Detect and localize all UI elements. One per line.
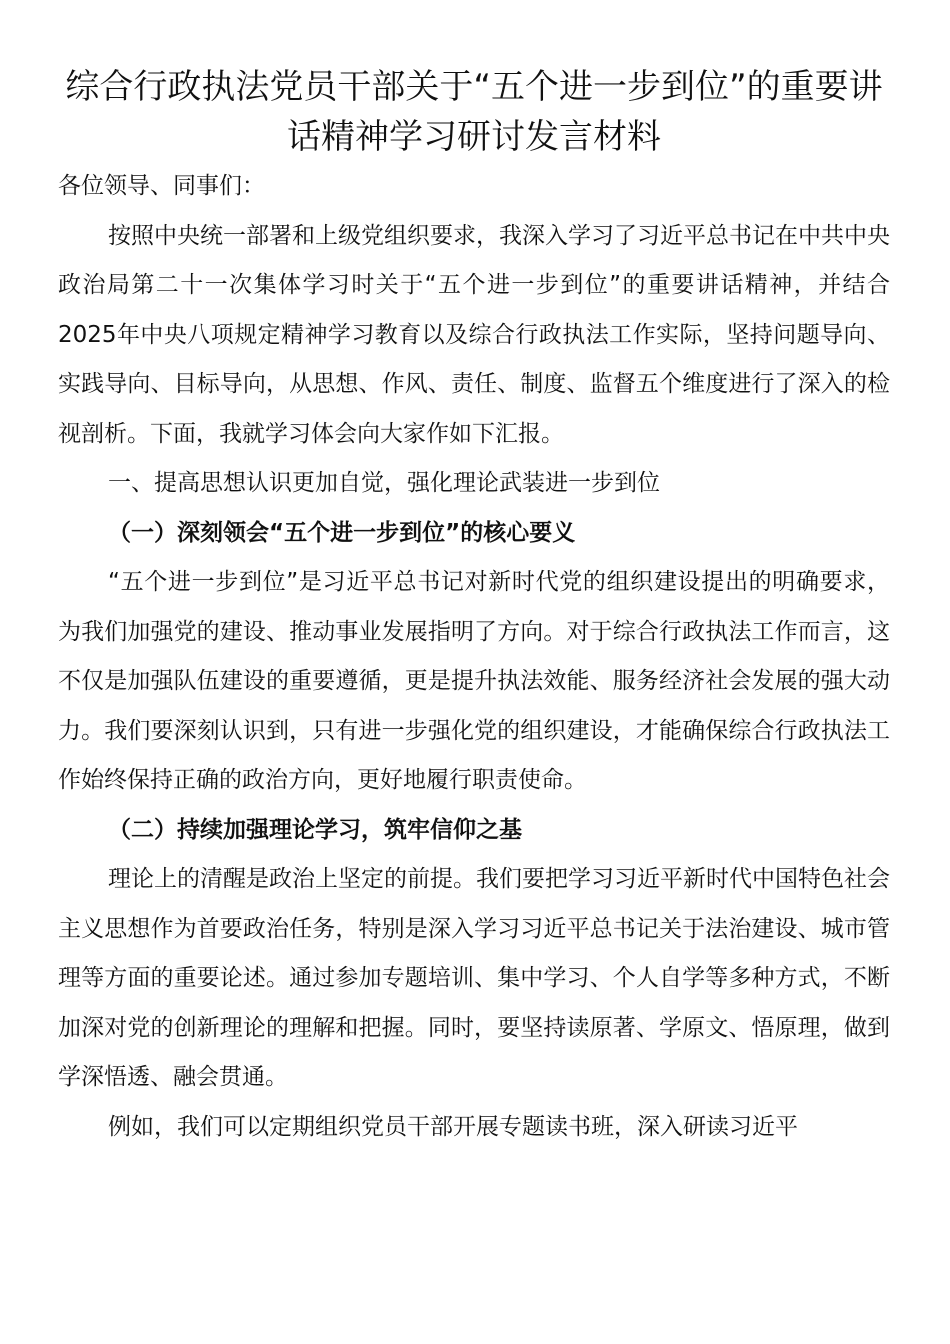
section-heading-1: 一、提高思想认识更加自觉，强化理论武装进一步到位 bbox=[108, 470, 660, 496]
example-paragraph: 例如，我们可以定期组织党员干部开展专题读书班，深入研读习近平 bbox=[108, 1113, 798, 1140]
subsection-2-paragraph: 理论上的清醒是政治上坚定的前提。我们要把学习习近平新时代中国特色社会主义思想作为首要政治任务，特别是深入学习习近平总书记关于法治建设、城市管理等方面的重要论述。通过参加专题培训、集中学习、个人自学等多种方式，不断加深对党的创新理论的理解和把握。同时，要坚持读原著、学原文、悟原理，做到学深悟透、融会贯通。 bbox=[58, 866, 890, 1090]
subsection-1-paragraph: “五个进一步到位”是习近平总书记对新时代党的组织建设提出的明确要求，为我们加强党的建设、推动事业发展指明了方向。对于综合行政执法工作而言，这不仅是加强队伍建设的重要遵循，更是提升执法效能、服务经济社会发展的强大动力。我们要深刻认识到，只有进一步强化党的组织建设，才能确保综合行政执法工作始终保持正确的政治方向，更好地履行职责使命。 bbox=[58, 569, 890, 793]
salutation: 各位领导、同事们： bbox=[58, 173, 265, 199]
intro-paragraph: 按照中央统一部署和上级党组织要求，我深入学习了习近平总书记在中共中央政治局第二十一次集体学习时关于“五个进一步到位”的重要讲话精神，并结合2025年中央八项规定精神学习教育以及综合行政执法工作实际，坚持问题导向、实践导向、目标导向，从思想、作风、责任、制度、监督五个维度进行了深入的检视剖析。下面，我就学习体会向大家作如下汇报。 bbox=[58, 222, 890, 447]
subsection-heading-2: （二）持续加强理论学习，筑牢信仰之基 bbox=[108, 816, 522, 843]
document-page bbox=[58, 62, 890, 1152]
subsection-heading-1: （一）深刻领会“五个进一步到位”的核心要义 bbox=[108, 519, 576, 546]
document-title: 综合行政执法党员干部关于“五个进一步到位”的重要讲话精神学习研讨发言材料 bbox=[65, 67, 883, 157]
